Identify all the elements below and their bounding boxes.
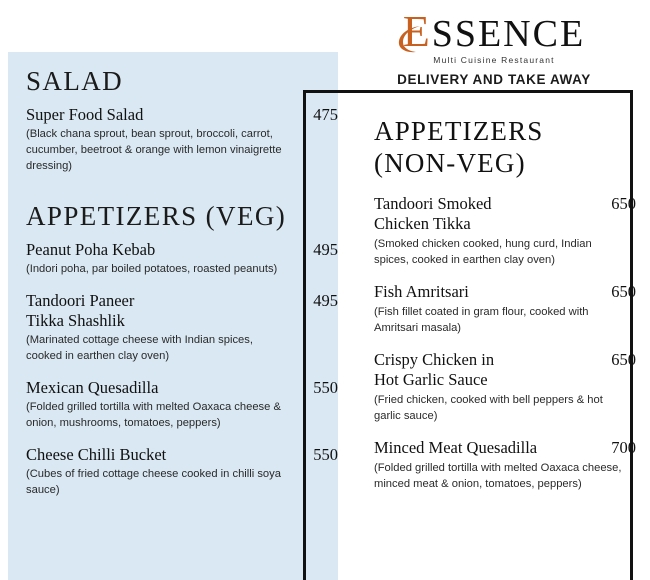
menu-item-name-line1: Crispy Chicken in: [374, 349, 495, 369]
menu-item-price: 550: [313, 444, 338, 464]
salad-section-title: SALAD: [26, 66, 124, 96]
nonveg-menu-content: [374, 115, 636, 506]
menu-item-name-line1: Tandoori Smoked: [374, 193, 492, 213]
menu-item-name: Minced Meat Quesadilla: [374, 437, 538, 457]
menu-item-name: [374, 194, 492, 234]
menu-item-name: Mexican Quesadilla: [26, 378, 159, 398]
appetizers-nonveg-section-title: [374, 115, 636, 180]
logo-wordmark: [394, 7, 594, 56]
menu-item-description: (Fried chicken, cooked with bell peppers & hot garlic sauce): [374, 394, 603, 422]
menu-item-price: 495: [313, 290, 338, 310]
menu-item-name: Super Food Salad: [26, 105, 144, 125]
veg-menu-panel: [8, 52, 338, 580]
menu-item-description: (Cubes of fried cottage cheese cooked in chilli soya sauce): [26, 468, 281, 496]
menu-item-description: (Fish fillet coated in gram flour, cooked with Amritsari masala): [374, 305, 589, 334]
menu-item-name-line2: Tikka Shashlik: [26, 311, 125, 331]
menu-item-price: 650: [611, 193, 636, 213]
appetizers-veg-section-title: APPETIZERS (VEG): [26, 200, 287, 231]
menu-item: [26, 291, 338, 365]
menu-item-price: 650: [611, 349, 636, 369]
menu-item-name: [26, 291, 134, 331]
menu-item-name-line2: Hot Garlic Sauce: [374, 369, 488, 389]
menu-item: [374, 438, 636, 493]
swoosh-icon: [396, 24, 422, 54]
menu-item-name: Peanut Poha Kebab: [26, 239, 156, 259]
section-title-line2: (NON-VEG): [374, 148, 526, 179]
menu-item: [374, 194, 636, 269]
menu-item-description: (Marinated cottage cheese with Indian spices, cooked in earthen clay oven): [26, 334, 253, 363]
menu-item-description: (Indori poha, par boiled potatoes, roasted peanuts): [26, 263, 278, 276]
menu-item-name-line2: Chicken Tikka: [374, 213, 471, 233]
menu-item: [26, 105, 338, 175]
logo: [394, 7, 594, 65]
menu-item: [374, 282, 636, 337]
nonveg-menu-panel: [303, 90, 636, 580]
menu-item-price: 475: [313, 105, 338, 125]
menu-item-name: Cheese Chilli Bucket: [26, 444, 167, 464]
logo-rest: SSENCE: [431, 13, 586, 55]
logo-initial: E: [402, 7, 432, 56]
veg-menu-content: [26, 66, 338, 512]
menu-item-description: (Smoked chicken cooked, hung curd, Indian spices, cooked in earthen clay oven): [374, 238, 592, 266]
menu-item-price: 650: [611, 281, 636, 301]
menu-item-name: Fish Amritsari: [374, 281, 469, 301]
section-title-line1: APPETIZERS: [374, 116, 544, 146]
menu-item-description: (Black chana sprout, bean sprout, broccoli, carrot, cucumber, beetroot & orange with lemon vinaigrette dressing): [26, 128, 282, 172]
menu-item: [374, 350, 636, 425]
menu-item-description: (Folded grilled tortilla with melted Oaxaca cheese, minced meat & onion, tomatoes, peppers): [374, 461, 622, 490]
menu-item: [26, 240, 338, 278]
menu-item-name: [374, 350, 494, 390]
menu-item-price: 550: [313, 378, 338, 398]
menu-item: [26, 378, 338, 432]
menu-item-name-line1: Tandoori Paneer: [26, 290, 135, 310]
logo-subtitle: Multi Cuisine Restaurant: [433, 55, 555, 65]
menu-item-price: 495: [313, 239, 338, 259]
menu-item-description: (Folded grilled tortilla with melted Oaxaca cheese & onion, mushrooms, tomatoes, peppers): [26, 401, 281, 430]
tagline: DELIVERY AND TAKE AWAY: [397, 72, 591, 87]
menu-item-price: 700: [611, 437, 636, 457]
menu-item: [26, 445, 338, 499]
